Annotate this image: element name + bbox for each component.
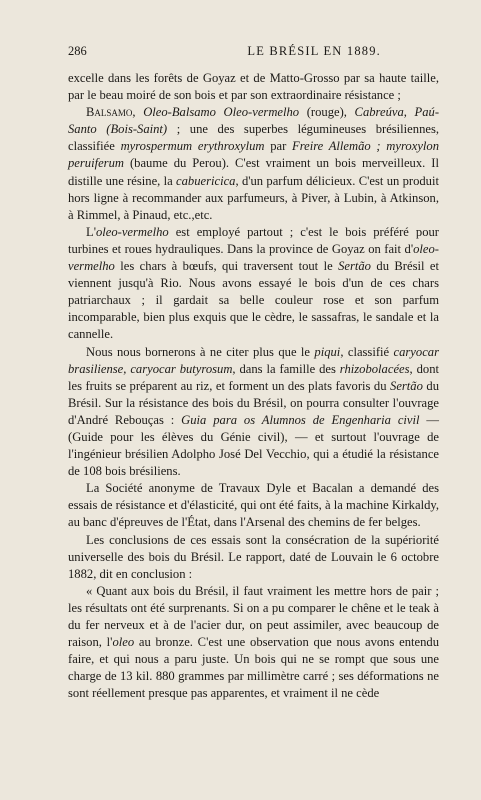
text-run: (rouge), [299, 105, 355, 120]
text-run: du Brésil et viennent jusqu'à Rio. Nous avons essayé le bois d'un de ces chars patriarchaux ; il gardait sa belle couleur rose et son parfum incomparable, bien plus exquis que le cèdre, le sassafras, le sandale et la cannelle. [68, 259, 439, 342]
page-number: 286 [68, 44, 87, 58]
italic-text-run: oleo-vermelho [95, 224, 169, 239]
page-header [68, 44, 439, 59]
italic-text-run: rhizobolacées [339, 361, 410, 376]
body-text [68, 70, 439, 702]
paragraph-societe-anonyme [68, 480, 439, 531]
text-run: par [264, 139, 293, 154]
text-run: les chars à bœufs, qui traversent tout le [114, 259, 339, 274]
italic-text-run: Oleo-Balsamo Oleo-vermelho [143, 105, 300, 120]
text-run: « Quant aux bois du Brésil, il faut vraiment les mettre hors de pair ; les résultats ont été surprenants. Si on a pu comparer le chêne et le teak à du fer nerveux et à de l'acier dur, on peut assimiler, avec beaucoup de raison, l' [68, 583, 439, 650]
italic-text-run: caryocar brasiliense, caryocar butyrosum [68, 344, 439, 376]
text-run: Nous nous bornerons à ne citer plus que le [86, 344, 315, 359]
italic-text-run: Sertão [338, 259, 371, 274]
text-run: , [403, 105, 415, 120]
text-run: — (Guide pour les élèves du Génie civil), — et surtout l'ouvrage de l'ingénieur brésilien Adolpho José Del Vecchio, qui a étudié la résistance de 108 bois brésiliens. [68, 412, 439, 479]
text-run: Les conclusions de ces essais sont la consécration de la supériorité universelle des bois du Brésil. Le rapport, daté de Louvain le 6 octobre 1882, dit en conclusion : [68, 532, 439, 581]
italic-text-run: Guia para os Alumnos de Engenharia civil [181, 412, 420, 427]
text-run: La Société anonyme de Travaux Dyle et Bacalan a demandé des essais de résistance et d'élasticité, qui ont été faits, à la machine Kirkaldy, au banc d'épreuves de l'État, dans l'Arsenal des chemins de fer belges. [68, 481, 439, 530]
paragraph-oleo-vermelho [68, 224, 439, 344]
running-title: LE BRÉSIL EN 1889. [247, 44, 381, 58]
italic-text-run: Freire Allemão ; myroxylon peruiferum [68, 139, 439, 171]
text-run: , classifié [340, 344, 394, 359]
italic-text-run: oleo [112, 635, 135, 650]
text-run: ; une des superbes légumineuses brésiliennes, classifiée [68, 122, 440, 154]
text-run: , d'un parfum délicieux. C'est un produit hors ligne à recommander aux parfumeurs, à Piver, à Lubin, à Atkinson, à Rimmel, à Pinaud, etc.,etc. [68, 173, 439, 222]
text-run: au bronze. C'est une observation que nous avons entendu faire, et qui nous a paru juste. Un bois qui ne se rompt que sous une charge de 13 kil. 880 grammes par millimètre carré ; ses déformations ne sont réellement presque pas apparentes, et vraiment il ne cède [68, 635, 439, 701]
italic-text-run: cabuericica [176, 173, 236, 188]
paragraph-quotation [68, 583, 439, 703]
paragraph-continued [68, 70, 439, 104]
text-run: L' [86, 224, 96, 239]
text-run: (baume du Perou). C'est vraiment un bois merveilleux. Il distille une résine, la [68, 156, 439, 188]
italic-text-run: Cabreúva [354, 105, 404, 120]
text-run: est employé partout ; c'est le bois préféré pour turbines et roues hydrauliques. Dans la province de Goyaz on fait d' [68, 224, 439, 256]
small-caps-run: Balsamo [86, 105, 133, 120]
text-run: , dans la famille des [232, 361, 340, 376]
paragraph-piqui [68, 344, 439, 481]
text-run: du Brésil. Sur la résistance des bois du Brésil, on pourra consulter l'ouvrage d'André Rebouças : [68, 378, 439, 427]
italic-text-run: Paú-Santo (Bois-Saint) [68, 105, 440, 137]
italic-text-run: myrospermum erythroxylum [120, 139, 265, 154]
italic-text-run: piqui [314, 344, 341, 359]
italic-text-run: Sertão [390, 378, 423, 393]
text-run: excelle dans les forêts de Goyaz et de Matto-Grosso par sa haute taille, par le beau moiré de son bois et par son extraordinaire résistance ; [68, 71, 439, 103]
paragraph-balsamo [68, 104, 439, 224]
paragraph-conclusions [68, 532, 439, 583]
text-run: , [132, 105, 144, 120]
italic-text-run: oleo-vermelho [68, 241, 439, 274]
text-run: , dont les fruits se préparent au riz, et forment un des plats favoris du [68, 361, 439, 393]
